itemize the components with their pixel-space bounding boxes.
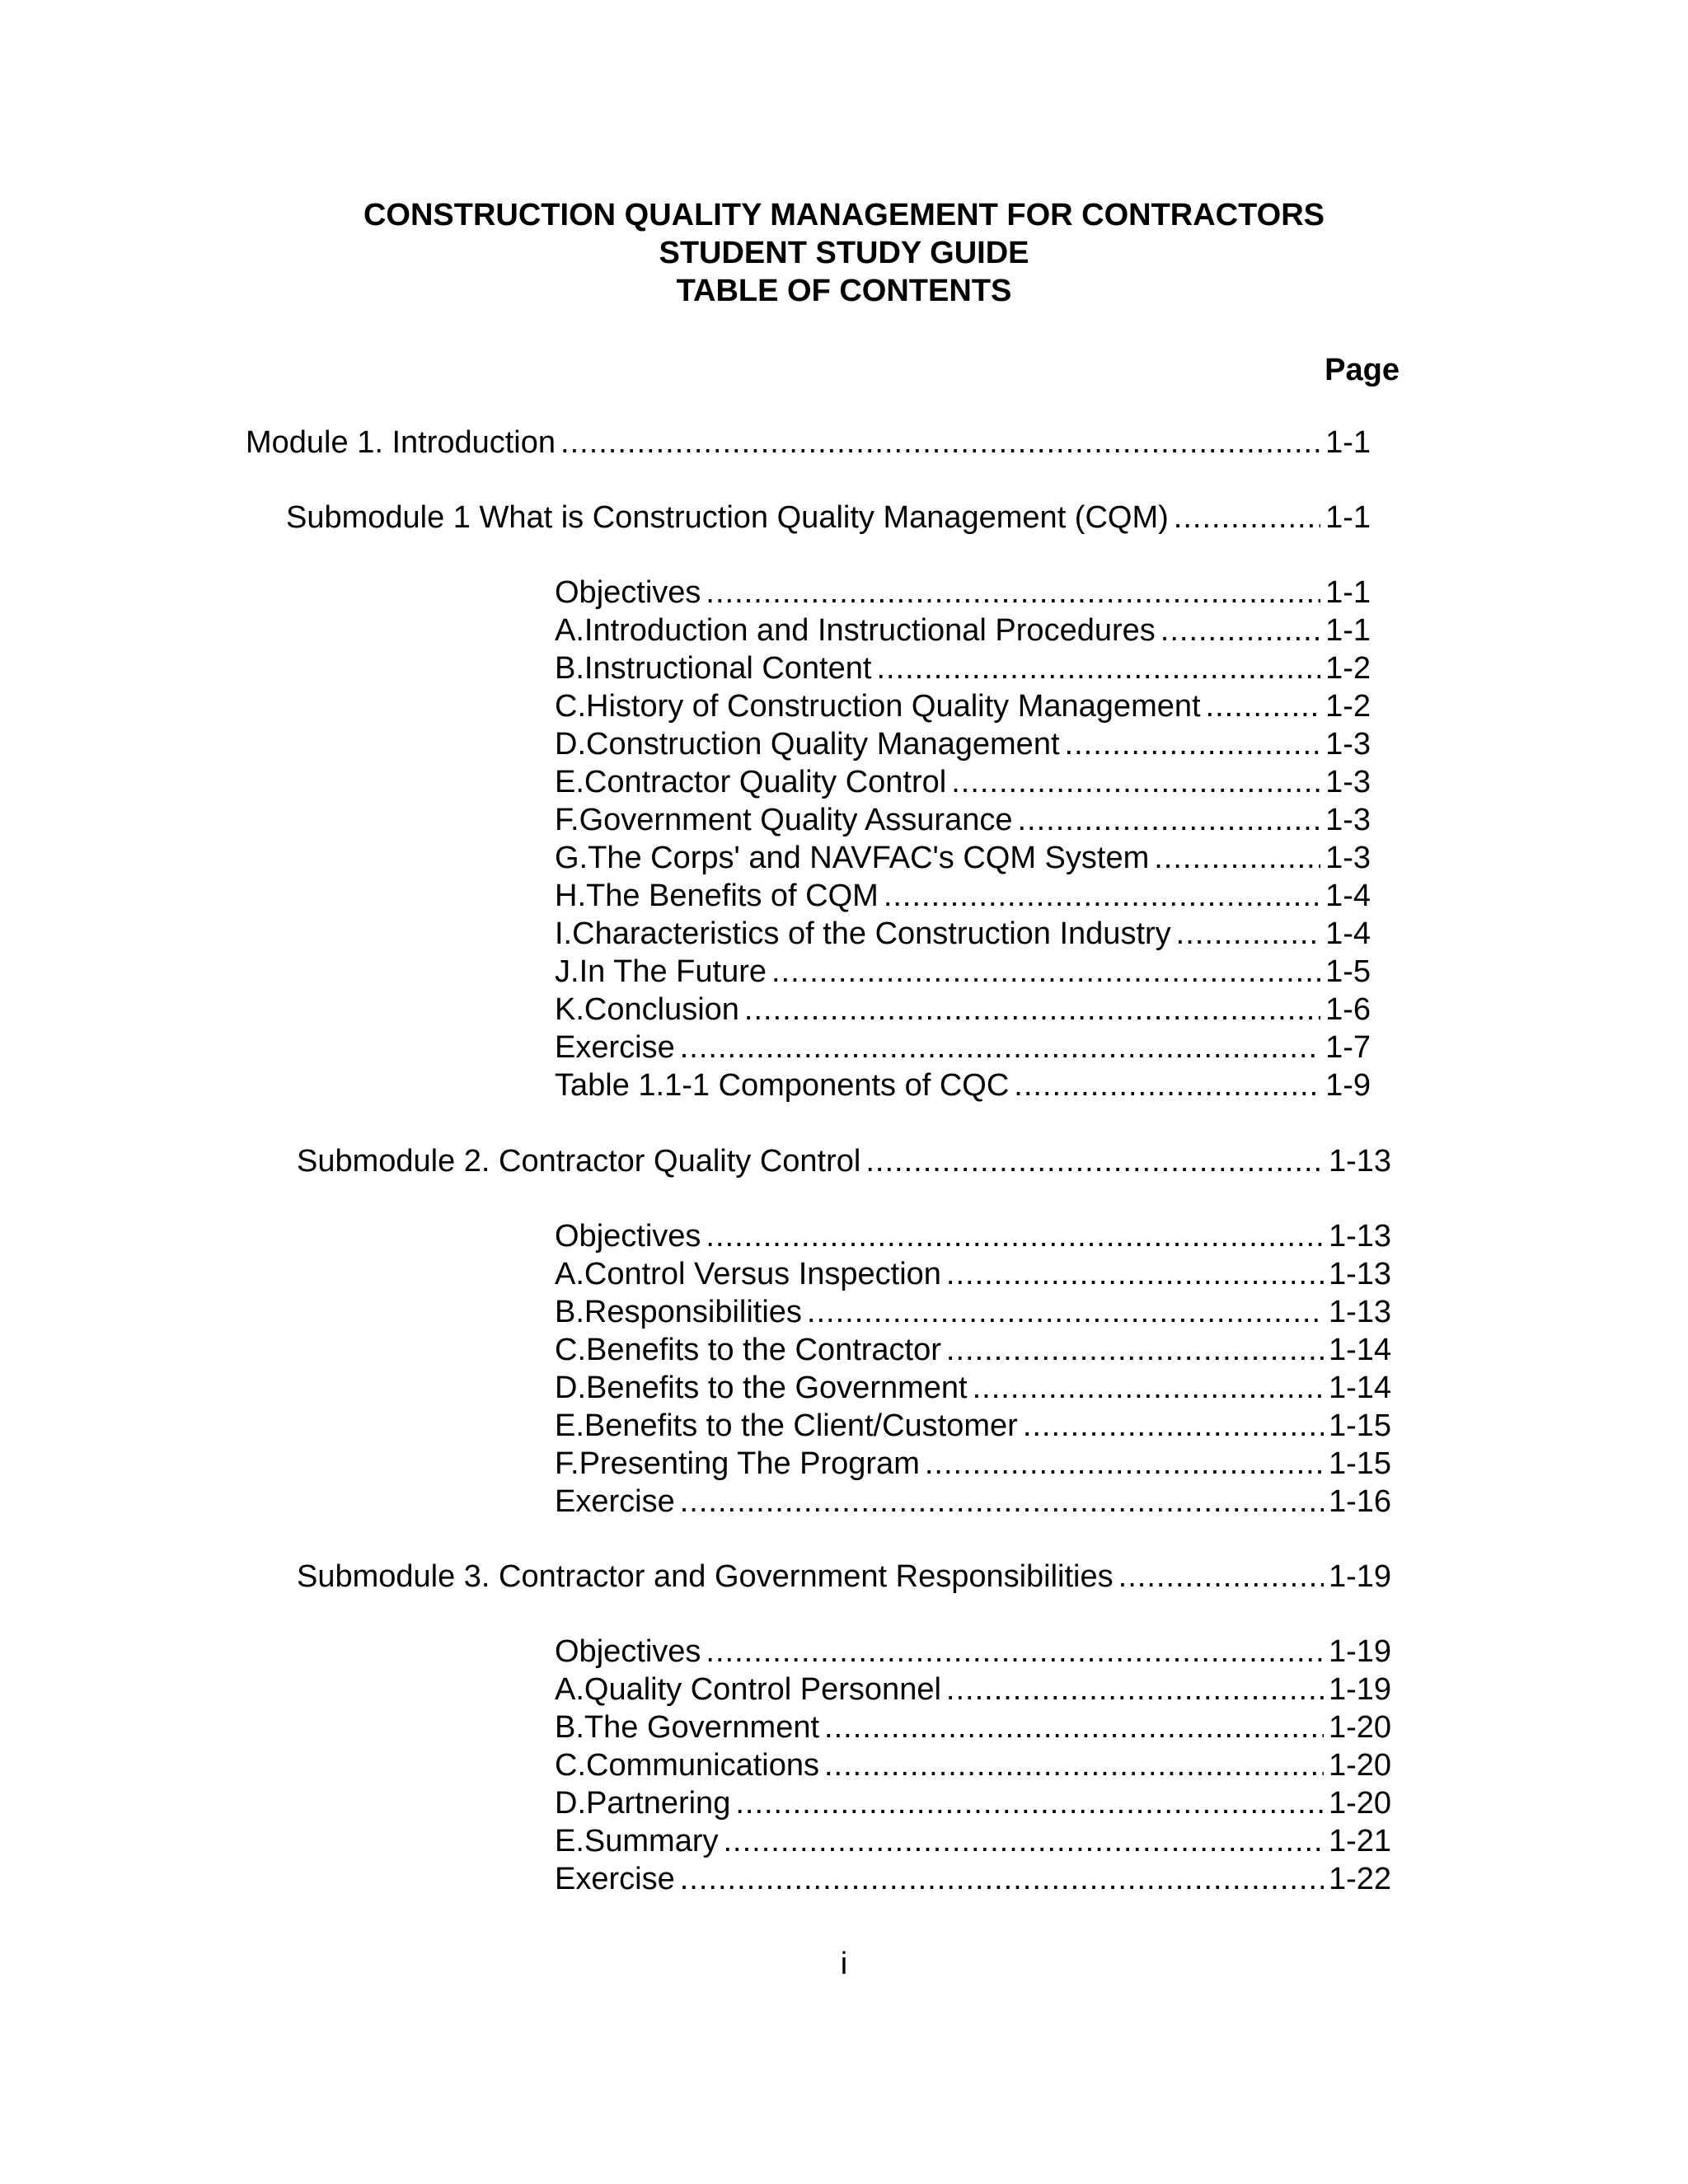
- leader-dots: [973, 1369, 1324, 1407]
- toc-entry-page: 1-1: [1325, 425, 1371, 460]
- toc-entry-page: 1-19: [1328, 1634, 1391, 1669]
- toc-entry-sub2-e[interactable]: [555, 1407, 1391, 1445]
- toc-entry-page: 1-5: [1325, 954, 1371, 989]
- toc-entry-label: Module 1. Introduction: [246, 425, 556, 460]
- toc-entry-letter: E.: [555, 765, 584, 799]
- toc-entry-label: The Corps' and NAVFAC's CQM System: [588, 841, 1150, 875]
- toc-entry-letter: C.: [555, 1748, 586, 1783]
- toc-entry-sub3-exercise[interactable]: [555, 1860, 1391, 1898]
- toc-entry-letter: E.: [555, 1824, 584, 1858]
- toc-entry-page: 1-19: [1328, 1672, 1391, 1707]
- toc-entry-page: 1-1: [1325, 575, 1371, 610]
- leader-dots: [706, 1633, 1324, 1671]
- toc-entry-sub1-table[interactable]: [555, 1066, 1371, 1104]
- leader-dots: [807, 1293, 1324, 1331]
- toc-entry-page: 1-20: [1328, 1748, 1391, 1783]
- toc-entry-letter: D.: [555, 727, 586, 762]
- toc-entry-page: 1-3: [1325, 803, 1371, 837]
- toc-entry-module-1[interactable]: [246, 424, 1371, 462]
- toc-entry-page: 1-13: [1328, 1144, 1391, 1179]
- leader-dots: [824, 1746, 1324, 1784]
- toc-entry-sub2-a[interactable]: [555, 1255, 1391, 1293]
- toc-entry-page: 1-2: [1325, 689, 1371, 724]
- leader-dots: [723, 1822, 1323, 1860]
- toc-entry-label: Control Versus Inspection: [584, 1257, 941, 1291]
- toc-entry-sub1-b[interactable]: [555, 649, 1371, 687]
- toc-entry-label: Government Quality Assurance: [579, 803, 1013, 837]
- leader-dots: [1118, 1558, 1324, 1596]
- toc-entry-page: 1-15: [1328, 1446, 1391, 1481]
- toc-entry-page: 1-2: [1325, 651, 1371, 686]
- toc-entry-page: 1-1: [1325, 613, 1371, 648]
- toc-entry-sub2-objectives[interactable]: [555, 1217, 1391, 1255]
- toc-entry-sub3-d[interactable]: [555, 1784, 1391, 1822]
- toc-entry-label: Benefits to the Client/Customer: [584, 1408, 1018, 1443]
- leader-dots: [680, 1029, 1320, 1066]
- leader-dots: [1014, 1066, 1320, 1104]
- toc-entry-submodule-2[interactable]: [297, 1142, 1391, 1180]
- leader-dots: [946, 1255, 1324, 1293]
- toc-entry-page: 1-9: [1325, 1068, 1371, 1103]
- toc-entry-sub1-d[interactable]: [555, 725, 1371, 763]
- toc-entry-label: The Government: [584, 1710, 820, 1745]
- toc-entry-submodule-3[interactable]: [297, 1558, 1391, 1596]
- toc-entry-sub1-e[interactable]: [555, 763, 1371, 801]
- toc-entry-sub1-c[interactable]: [555, 687, 1371, 725]
- leader-dots: [824, 1708, 1324, 1746]
- toc-entry-sub1-a[interactable]: [555, 612, 1371, 649]
- toc-entry-page: 1-19: [1328, 1559, 1391, 1594]
- toc-entry-label: History of Construction Quality Management: [586, 689, 1201, 724]
- toc-entry-label: Quality Control Personnel: [584, 1672, 941, 1707]
- toc-heading: TABLE OF CONTENTS: [676, 274, 1012, 308]
- page-column-header: Page: [1325, 353, 1400, 387]
- leader-dots: [680, 1860, 1324, 1898]
- leader-dots: [946, 1331, 1324, 1369]
- leader-dots: [951, 763, 1320, 801]
- toc-entry-page: 1-16: [1328, 1484, 1391, 1519]
- toc-entry-page: 1-22: [1328, 1862, 1391, 1896]
- toc-entry-page: 1-13: [1328, 1295, 1391, 1329]
- toc-entry-sub1-h[interactable]: [555, 877, 1371, 915]
- toc-entry-label: Instructional Content: [584, 651, 872, 686]
- toc-entry-sub1-objectives[interactable]: [555, 574, 1371, 612]
- leader-dots: [680, 1483, 1324, 1521]
- toc-entry-label: Benefits to the Government: [586, 1371, 968, 1405]
- toc-entry-letter: K.: [555, 992, 584, 1027]
- toc-entry-label: Presenting The Program: [579, 1446, 920, 1481]
- toc-entry-label: In The Future: [579, 954, 767, 989]
- toc-entry-label: Exercise: [555, 1862, 675, 1896]
- leader-dots: [1160, 612, 1320, 649]
- toc-entry-page: 1-14: [1328, 1371, 1391, 1405]
- toc-entry-label: Exercise: [555, 1484, 675, 1519]
- toc-entry-sub2-b[interactable]: [555, 1293, 1391, 1331]
- leader-dots: [1206, 687, 1321, 725]
- leader-dots: [865, 1142, 1324, 1180]
- leader-dots: [876, 649, 1320, 687]
- toc-entry-sub3-a[interactable]: [555, 1671, 1391, 1708]
- toc-entry-letter: F.: [555, 803, 579, 837]
- leader-dots: [560, 424, 1320, 462]
- toc-entry-sub1-k[interactable]: [555, 991, 1371, 1029]
- toc-entry-sub2-d[interactable]: [555, 1369, 1391, 1407]
- toc-entry-label: Construction Quality Management: [586, 727, 1060, 762]
- toc-entry-label: Characteristics of the Construction Industry: [572, 916, 1171, 951]
- toc-entry-page: 1-21: [1328, 1824, 1391, 1858]
- toc-entry-letter: J.: [555, 954, 579, 989]
- toc-entry-letter: C.: [555, 689, 586, 724]
- toc-entry-sub2-exercise[interactable]: [555, 1483, 1391, 1521]
- toc-entry-label: Submodule 2. Contractor Quality Control: [297, 1144, 861, 1179]
- document-subtitle: STUDENT STUDY GUIDE: [659, 236, 1029, 270]
- toc-entry-letter: G.: [555, 841, 588, 875]
- toc-entry-letter: F.: [555, 1446, 579, 1481]
- toc-entry-sub1-j[interactable]: [555, 953, 1371, 991]
- toc-entry-page: 1-20: [1328, 1786, 1391, 1821]
- toc-entry-sub1-g[interactable]: [555, 839, 1371, 877]
- toc-entry-label: Objectives: [555, 1219, 701, 1254]
- toc-entry-label: Summary: [584, 1824, 719, 1858]
- toc-entry-letter: I.: [555, 916, 573, 951]
- leader-dots: [771, 953, 1320, 991]
- toc-entry-label: Responsibilities: [584, 1295, 802, 1329]
- toc-entry-page: 1-4: [1325, 916, 1371, 951]
- toc-entry-page: 1-13: [1328, 1257, 1391, 1291]
- toc-entry-page: 1-13: [1328, 1219, 1391, 1254]
- document-title: CONSTRUCTION QUALITY MANAGEMENT FOR CONTRACTORS: [363, 198, 1325, 232]
- toc-entry-letter: D.: [555, 1786, 586, 1821]
- toc-entry-page: 1-6: [1325, 992, 1371, 1027]
- leader-dots: [1154, 839, 1320, 877]
- leader-dots: [735, 1784, 1324, 1822]
- toc-entry-letter: D.: [555, 1371, 586, 1405]
- toc-entry-page: 1-1: [1325, 500, 1371, 535]
- toc-entry-sub3-objectives[interactable]: [555, 1633, 1391, 1671]
- toc-entry-page: 1-4: [1325, 879, 1371, 913]
- toc-entry-letter: B.: [555, 651, 584, 686]
- toc-entry-label: Introduction and Instructional Procedures: [584, 613, 1156, 648]
- leader-dots: [1017, 801, 1320, 839]
- toc-entry-sub3-b[interactable]: [555, 1708, 1391, 1746]
- toc-entry-page: 1-3: [1325, 841, 1371, 875]
- toc-entry-letter: B.: [555, 1710, 584, 1745]
- toc-entry-label: The Benefits of CQM: [586, 879, 879, 913]
- toc-entry-page: 1-15: [1328, 1408, 1391, 1443]
- toc-entry-letter: E.: [555, 1408, 584, 1443]
- leader-dots: [1065, 725, 1321, 763]
- toc-entry-page: 1-3: [1325, 765, 1371, 799]
- toc-entry-letter: H.: [555, 879, 586, 913]
- toc-entry-label: Benefits to the Contractor: [586, 1333, 941, 1367]
- toc-entry-sub3-e[interactable]: [555, 1822, 1391, 1860]
- toc-entry-letter: B.: [555, 1295, 584, 1329]
- leader-dots: [884, 877, 1320, 915]
- leader-dots: [744, 991, 1320, 1029]
- leader-dots: [706, 1217, 1324, 1255]
- leader-dots: [946, 1671, 1324, 1708]
- toc-entry-label: Table 1.1-1 Components of CQC: [555, 1068, 1010, 1103]
- leader-dots: [1174, 499, 1320, 537]
- toc-entry-label: Communications: [586, 1748, 819, 1783]
- toc-entry-label: Exercise: [555, 1030, 675, 1065]
- toc-entry-label: Objectives: [555, 575, 701, 610]
- toc-entry-sub3-c[interactable]: [555, 1746, 1391, 1784]
- toc-entry-label: Partnering: [586, 1786, 731, 1821]
- toc-entry-letter: A.: [555, 1672, 584, 1707]
- toc-entry-sub1-exercise[interactable]: [555, 1029, 1371, 1066]
- toc-entry-page: 1-14: [1328, 1333, 1391, 1367]
- toc-entry-label: Contractor Quality Control: [584, 765, 947, 799]
- toc-entry-label: Objectives: [555, 1634, 701, 1669]
- leader-dots: [1023, 1407, 1324, 1445]
- leader-dots: [925, 1445, 1324, 1483]
- toc-entry-sub2-f[interactable]: [555, 1445, 1391, 1483]
- toc-entry-letter: C.: [555, 1333, 586, 1367]
- toc-entry-page: 1-7: [1325, 1030, 1371, 1065]
- page-number: i: [840, 1947, 848, 1981]
- toc-entry-page: 1-20: [1328, 1710, 1391, 1745]
- toc-entry-label: Submodule 1 What is Construction Quality Management (CQM): [286, 500, 1169, 535]
- toc-entry-letter: A.: [555, 613, 584, 648]
- leader-dots: [1176, 915, 1320, 953]
- toc-entry-sub1-i[interactable]: [555, 915, 1371, 953]
- toc-entry-label: Conclusion: [584, 992, 739, 1027]
- toc-entry-sub2-c[interactable]: [555, 1331, 1391, 1369]
- toc-entry-page: 1-3: [1325, 727, 1371, 762]
- toc-entry-submodule-1[interactable]: [286, 499, 1371, 537]
- toc-entry-letter: A.: [555, 1257, 584, 1291]
- toc-entry-sub1-f[interactable]: [555, 801, 1371, 839]
- leader-dots: [706, 574, 1320, 612]
- toc-entry-label: Submodule 3. Contractor and Government Responsibilities: [297, 1559, 1114, 1594]
